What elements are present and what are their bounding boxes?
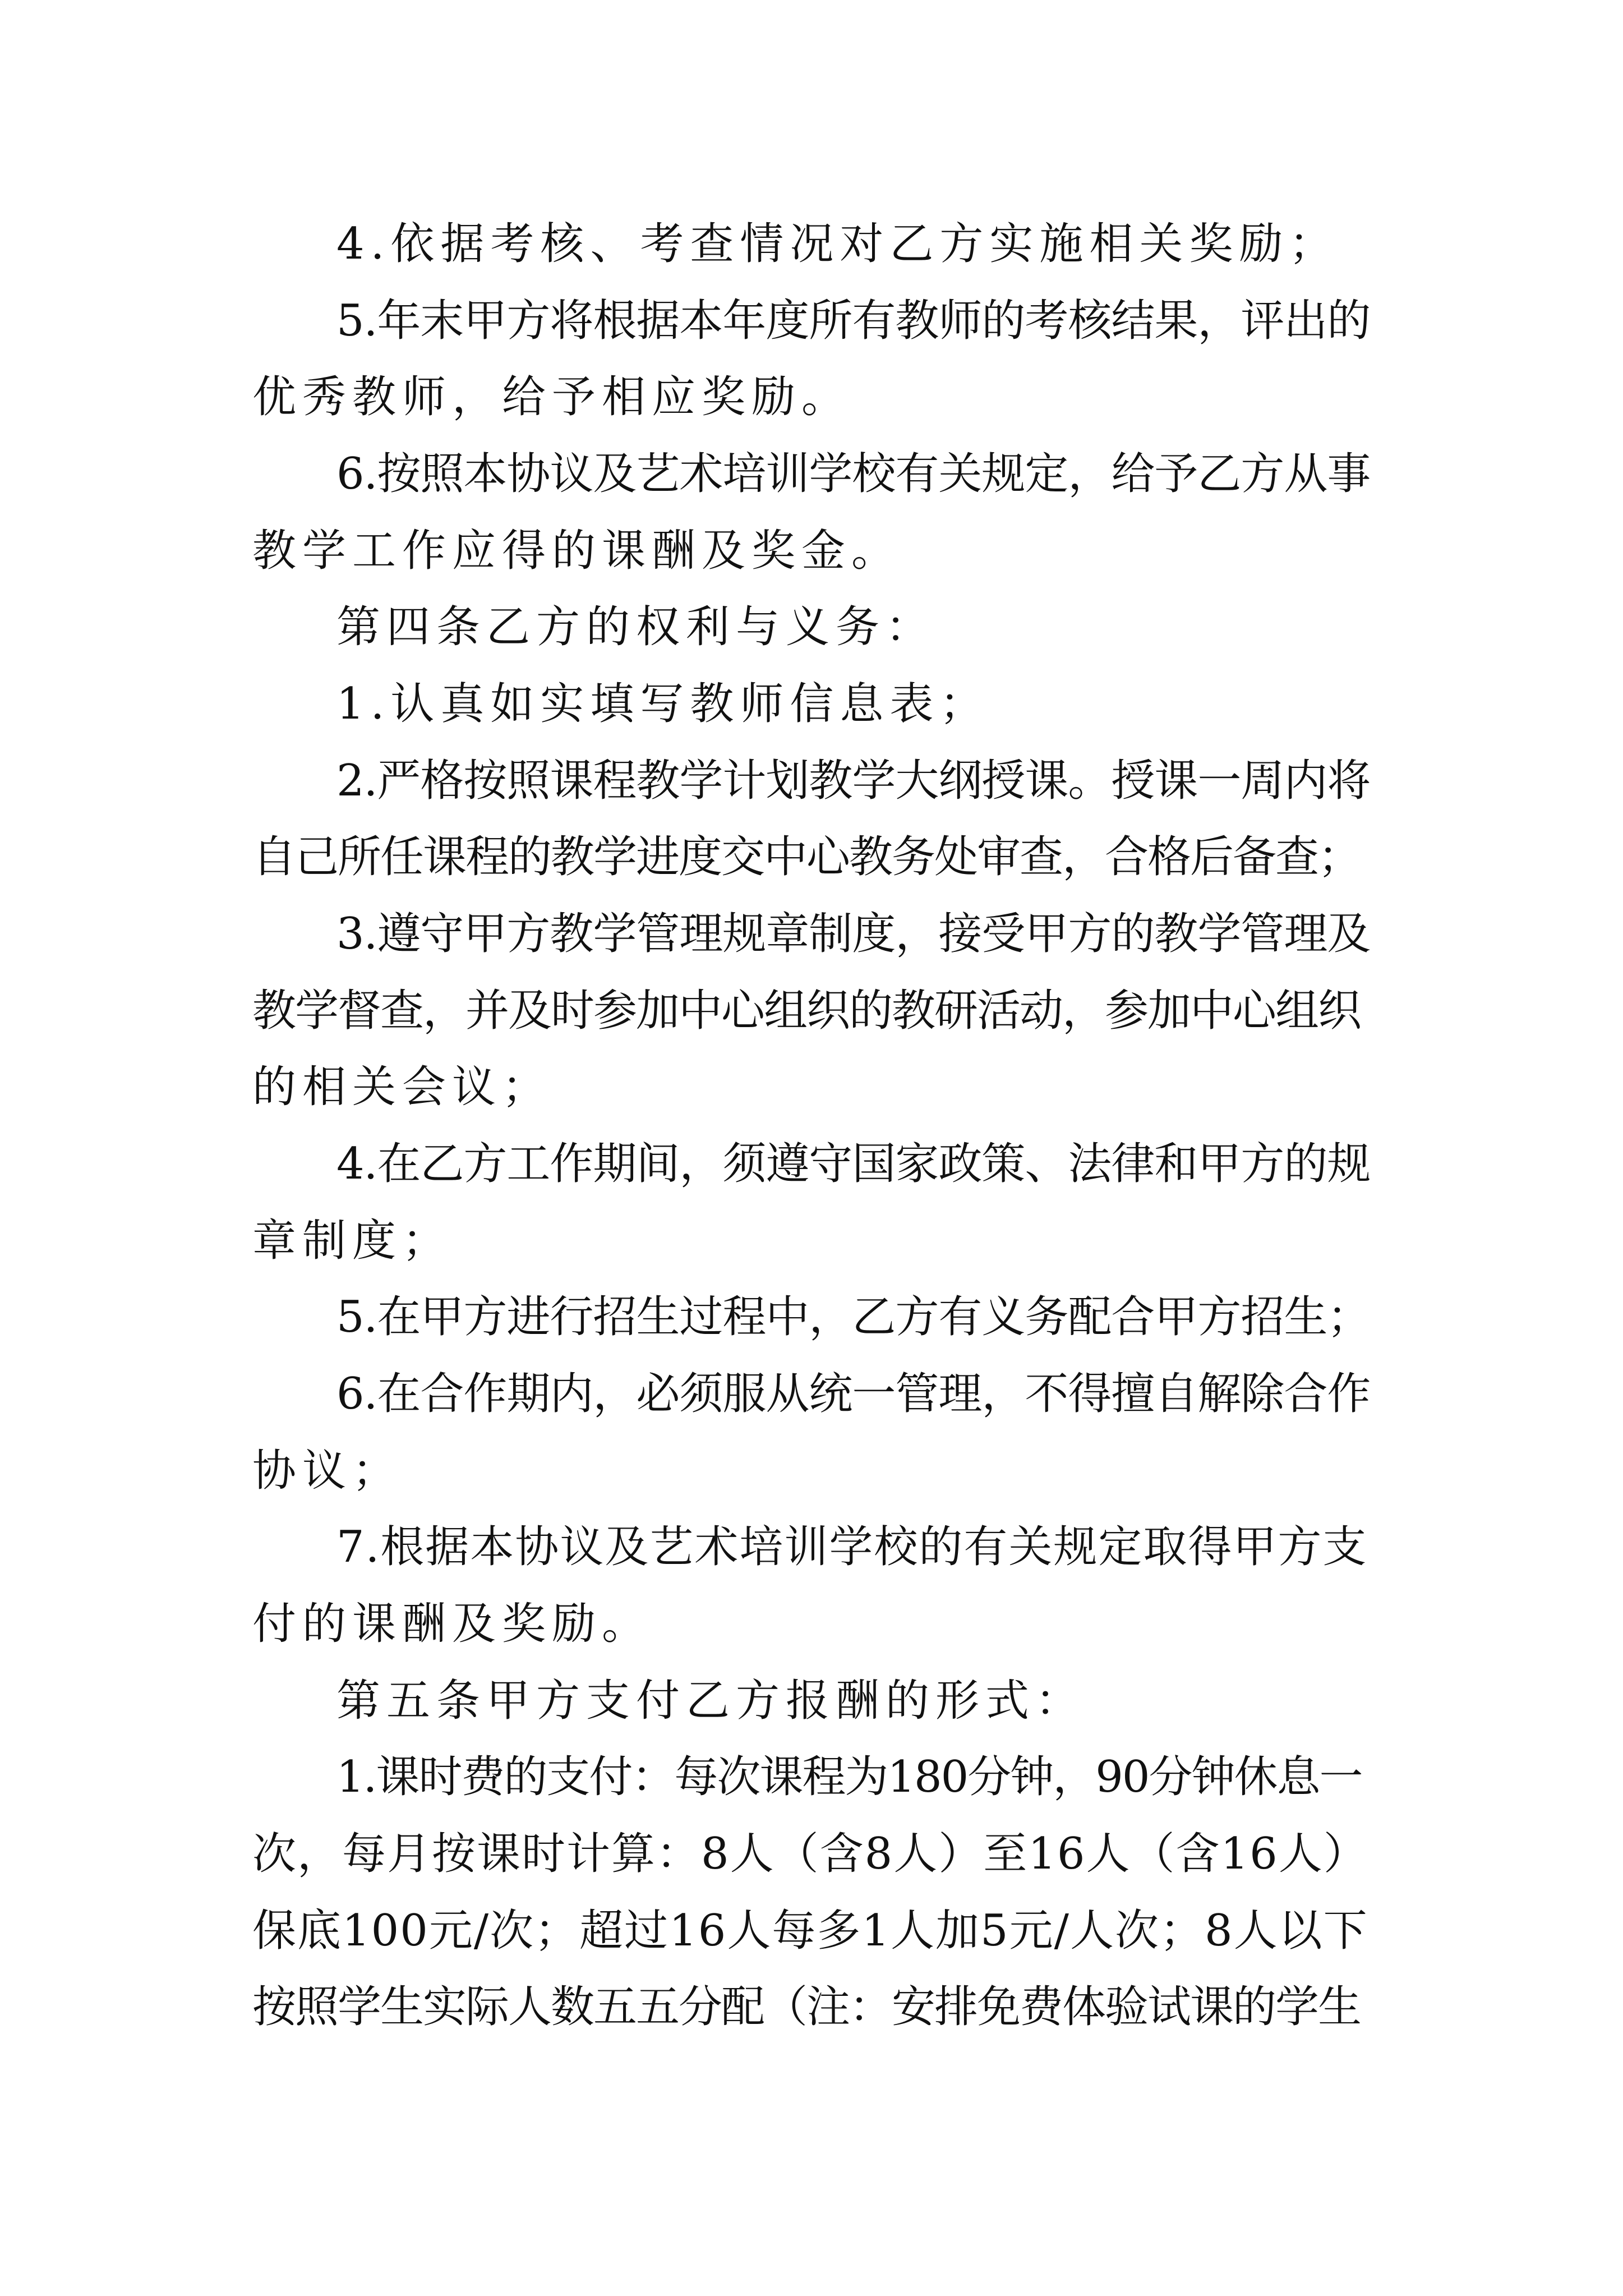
paragraph-line: 4.在乙方工作期间，须遵守国家政策、法律和甲方的规 [336,1139,1371,1189]
paragraph-line: 1.课时费的支付：每次课程为180分钟，90分钟休息一 [336,1752,1362,1802]
paragraph-line: 3.遵守甲方教学管理规章制度，接受甲方的教学管理及 [336,909,1371,959]
section-heading: 第四条乙方的权利与义务： [336,602,936,652]
paragraph-line: 教学工作应得的课酬及奖金。 [252,526,902,576]
paragraph-line: 协议； [252,1446,403,1496]
paragraph-line: 5.年末甲方将根据本年度所有教师的考核结果，评出的 [336,296,1371,346]
paragraph-line: 优秀教师，给予相应奖励。 [252,372,852,422]
paragraph-line: 1.认真如实填写教师信息表； [336,679,990,729]
paragraph-line: 章制度； [252,1216,453,1266]
paragraph-line: 7.根据本协议及艺术培训学校的有关规定取得甲方支 [336,1522,1368,1572]
paragraph-line: 保底100元/次；超过16人每多1人加5元/人次；8人以下 [252,1906,1368,1956]
paragraph-line: 教学督查，并及时参加中心组织的教研活动，参加中心组织 [252,986,1361,1036]
paragraph-line: 的相关会议； [252,1062,552,1112]
paragraph-line: 自己所任课程的教学进度交中心教务处审查，合格后备查； [252,832,1361,882]
paragraph-line: 4.依据考核、考查情况对乙方实施相关奖励； [336,219,1339,269]
paragraph-line: 按照学生实际人数五五分配（注：安排免费体验试课的学生 [252,1982,1361,2032]
paragraph-line: 付的课酬及奖励。 [252,1599,652,1649]
section-heading: 第五条甲方支付乙方报酬的形式： [336,1676,1086,1726]
paragraph-line: 5.在甲方进行招生过程中，乙方有义务配合甲方招生； [336,1292,1371,1342]
paragraph-line: 6.在合作期内，必须服从统一管理，不得擅自解除合作 [336,1369,1371,1419]
paragraph-line: 2.严格按照课程教学计划教学大纲授课。授课一周内将 [336,756,1371,806]
paragraph-line: 次，每月按课时计算：8人（含8人）至16人（含16人） [252,1829,1368,1879]
paragraph-line: 6.按照本协议及艺术培训学校有关规定，给予乙方从事 [336,449,1371,499]
